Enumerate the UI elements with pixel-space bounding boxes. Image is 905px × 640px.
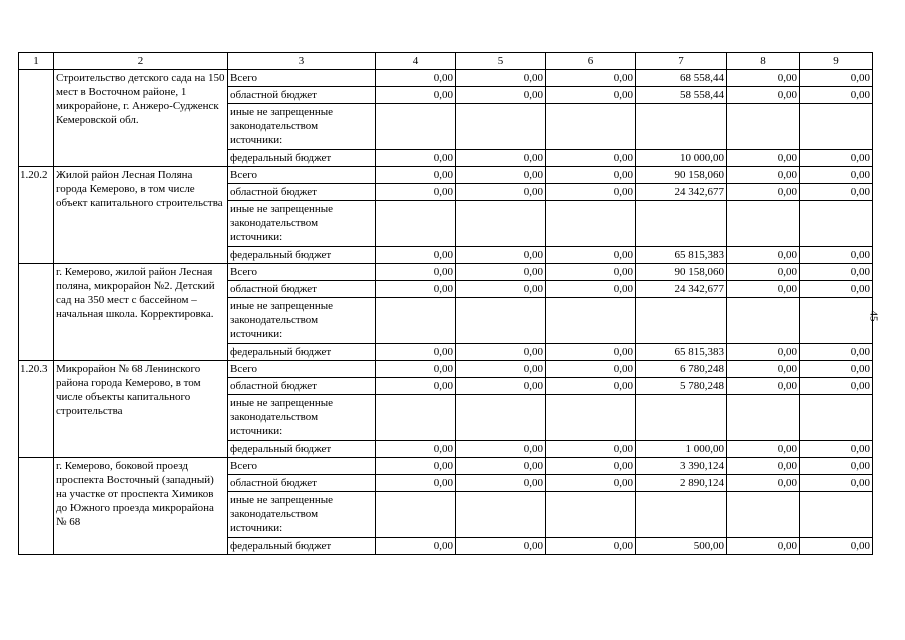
value-cell-col6: 0,00 (546, 184, 636, 201)
value-cell-col9: 0,00 (800, 167, 873, 184)
section-code (19, 264, 54, 361)
value-cell-col8: 0,00 (727, 458, 800, 475)
value-cell-col4: 0,00 (376, 87, 456, 104)
value-cell-col6: 0,00 (546, 150, 636, 167)
value-cell-col6: 0,00 (546, 538, 636, 555)
funding-source: Всего (228, 167, 376, 184)
table-row (19, 167, 873, 184)
value-cell-col9: 0,00 (800, 475, 873, 492)
section-title: Микрорайон № 68 Ленинского района города Кемерово, в том числе объекты капитального строительства (54, 361, 228, 458)
value-cell-col6: 0,00 (546, 87, 636, 104)
value-cell-col6: 0,00 (546, 70, 636, 87)
value-cell-col6 (546, 201, 636, 247)
value-cell-col6 (546, 492, 636, 538)
section-title: Строительство детского сада на 150 мест в Восточном районе, 1 микрорайоне, г. Анжеро-Судженск Кемеровской обл. (54, 70, 228, 167)
value-cell-col7 (636, 492, 727, 538)
value-cell-col4: 0,00 (376, 184, 456, 201)
value-cell-col5: 0,00 (456, 150, 546, 167)
funding-source: Всего (228, 361, 376, 378)
value-cell-col6: 0,00 (546, 475, 636, 492)
table-row (19, 70, 873, 87)
funding-source: иные не запрещенные законодательством источники: (228, 104, 376, 150)
value-cell-col5: 0,00 (456, 184, 546, 201)
funding-source: Всего (228, 264, 376, 281)
value-cell-col8: 0,00 (727, 475, 800, 492)
value-cell-col4: 0,00 (376, 458, 456, 475)
value-cell-col5 (456, 201, 546, 247)
funding-source: иные не запрещенные законодательством источники: (228, 395, 376, 441)
value-cell-col5: 0,00 (456, 247, 546, 264)
value-cell-col7: 90 158,060 (636, 264, 727, 281)
value-cell-col9: 0,00 (800, 150, 873, 167)
funding-source: иные не запрещенные законодательством источники: (228, 298, 376, 344)
funding-source: Всего (228, 70, 376, 87)
value-cell-col4: 0,00 (376, 150, 456, 167)
value-cell-col9 (800, 104, 873, 150)
funding-source: федеральный бюджет (228, 150, 376, 167)
value-cell-col8: 0,00 (727, 378, 800, 395)
value-cell-col7: 500,00 (636, 538, 727, 555)
value-cell-col9: 0,00 (800, 378, 873, 395)
value-cell-col8: 0,00 (727, 441, 800, 458)
value-cell-col7: 6 780,248 (636, 361, 727, 378)
funding-source: областной бюджет (228, 281, 376, 298)
section-code (19, 458, 54, 555)
value-cell-col9: 0,00 (800, 184, 873, 201)
value-cell-col7: 5 780,248 (636, 378, 727, 395)
col-header-4: 4 (376, 53, 456, 70)
section-title: Жилой район Лесная Поляна города Кемерово, в том числе объект капитального строительства (54, 167, 228, 264)
value-cell-col9: 0,00 (800, 344, 873, 361)
value-cell-col5: 0,00 (456, 281, 546, 298)
value-cell-col4: 0,00 (376, 281, 456, 298)
section-code (19, 70, 54, 167)
value-cell-col7: 65 815,383 (636, 344, 727, 361)
col-header-7: 7 (636, 53, 727, 70)
value-cell-col4: 0,00 (376, 344, 456, 361)
value-cell-col9: 0,00 (800, 70, 873, 87)
value-cell-col9: 0,00 (800, 281, 873, 298)
col-header-5: 5 (456, 53, 546, 70)
value-cell-col7: 65 815,383 (636, 247, 727, 264)
value-cell-col4 (376, 104, 456, 150)
value-cell-col8 (727, 395, 800, 441)
funding-source: областной бюджет (228, 475, 376, 492)
value-cell-col5: 0,00 (456, 538, 546, 555)
value-cell-col6: 0,00 (546, 361, 636, 378)
value-cell-col6: 0,00 (546, 264, 636, 281)
section-code: 1.20.3 (19, 361, 54, 458)
value-cell-col6: 0,00 (546, 441, 636, 458)
value-cell-col8: 0,00 (727, 538, 800, 555)
value-cell-col4: 0,00 (376, 475, 456, 492)
funding-source: федеральный бюджет (228, 538, 376, 555)
value-cell-col6: 0,00 (546, 378, 636, 395)
value-cell-col7: 10 000,00 (636, 150, 727, 167)
value-cell-col5: 0,00 (456, 475, 546, 492)
value-cell-col6: 0,00 (546, 344, 636, 361)
value-cell-col8: 0,00 (727, 281, 800, 298)
value-cell-col5 (456, 492, 546, 538)
funding-source: областной бюджет (228, 184, 376, 201)
value-cell-col4: 0,00 (376, 538, 456, 555)
table-row (19, 458, 873, 475)
value-cell-col7: 24 342,677 (636, 281, 727, 298)
value-cell-col4: 0,00 (376, 70, 456, 87)
value-cell-col8: 0,00 (727, 87, 800, 104)
value-cell-col4: 0,00 (376, 441, 456, 458)
value-cell-col8: 0,00 (727, 247, 800, 264)
value-cell-col4: 0,00 (376, 247, 456, 264)
value-cell-col5: 0,00 (456, 441, 546, 458)
value-cell-col5 (456, 395, 546, 441)
funding-source: областной бюджет (228, 87, 376, 104)
value-cell-col7: 58 558,44 (636, 87, 727, 104)
value-cell-col8 (727, 492, 800, 538)
budget-table (18, 52, 873, 555)
funding-source: иные не запрещенные законодательством источники: (228, 201, 376, 247)
value-cell-col8 (727, 298, 800, 344)
value-cell-col7: 24 342,677 (636, 184, 727, 201)
funding-source: федеральный бюджет (228, 441, 376, 458)
value-cell-col5: 0,00 (456, 167, 546, 184)
value-cell-col4 (376, 201, 456, 247)
col-header-6: 6 (546, 53, 636, 70)
value-cell-col9: 0,00 (800, 441, 873, 458)
value-cell-col7: 2 890,124 (636, 475, 727, 492)
value-cell-col5: 0,00 (456, 87, 546, 104)
funding-source: иные не запрещенные законодательством источники: (228, 492, 376, 538)
value-cell-col9: 0,00 (800, 361, 873, 378)
col-header-1: 1 (19, 53, 54, 70)
value-cell-col8 (727, 104, 800, 150)
value-cell-col9: 0,00 (800, 247, 873, 264)
table-row (19, 264, 873, 281)
value-cell-col6 (546, 395, 636, 441)
value-cell-col7: 90 158,060 (636, 167, 727, 184)
value-cell-col5: 0,00 (456, 361, 546, 378)
value-cell-col7 (636, 201, 727, 247)
value-cell-col5 (456, 298, 546, 344)
value-cell-col9 (800, 492, 873, 538)
value-cell-col7: 68 558,44 (636, 70, 727, 87)
col-header-9: 9 (800, 53, 873, 70)
value-cell-col9: 0,00 (800, 458, 873, 475)
value-cell-col5: 0,00 (456, 70, 546, 87)
value-cell-col9: 0,00 (800, 264, 873, 281)
value-cell-col4 (376, 298, 456, 344)
value-cell-col8: 0,00 (727, 361, 800, 378)
value-cell-col9 (800, 201, 873, 247)
value-cell-col6: 0,00 (546, 247, 636, 264)
value-cell-col8: 0,00 (727, 264, 800, 281)
funding-source: областной бюджет (228, 378, 376, 395)
value-cell-col7: 3 390,124 (636, 458, 727, 475)
value-cell-col7: 1 000,00 (636, 441, 727, 458)
section-code: 1.20.2 (19, 167, 54, 264)
value-cell-col6: 0,00 (546, 167, 636, 184)
value-cell-col5 (456, 104, 546, 150)
section-title: г. Кемерово, жилой район Лесная поляна, микрорайон №2. Детский сад на 350 мест с бассейном – начальная школа. Корректировка. (54, 264, 228, 361)
value-cell-col6: 0,00 (546, 281, 636, 298)
value-cell-col5: 0,00 (456, 264, 546, 281)
value-cell-col6: 0,00 (546, 458, 636, 475)
value-cell-col8: 0,00 (727, 167, 800, 184)
col-header-2: 2 (54, 53, 228, 70)
section-title: г. Кемерово, боковой проезд проспекта Восточный (западный) на участке от проспекта Химиков до Южного проезда микрорайона № 68 (54, 458, 228, 555)
value-cell-col9: 0,00 (800, 87, 873, 104)
value-cell-col5: 0,00 (456, 344, 546, 361)
funding-source: Всего (228, 458, 376, 475)
value-cell-col9 (800, 395, 873, 441)
value-cell-col6 (546, 298, 636, 344)
value-cell-col9 (800, 298, 873, 344)
value-cell-col4: 0,00 (376, 361, 456, 378)
value-cell-col4 (376, 492, 456, 538)
value-cell-col7 (636, 298, 727, 344)
table-body (19, 53, 873, 555)
value-cell-col8: 0,00 (727, 184, 800, 201)
page-number: 45 (867, 310, 880, 322)
value-cell-col8 (727, 201, 800, 247)
value-cell-col4: 0,00 (376, 167, 456, 184)
value-cell-col5: 0,00 (456, 458, 546, 475)
value-cell-col4: 0,00 (376, 378, 456, 395)
col-header-8: 8 (727, 53, 800, 70)
funding-source: федеральный бюджет (228, 344, 376, 361)
value-cell-col7 (636, 104, 727, 150)
value-cell-col6 (546, 104, 636, 150)
value-cell-col4: 0,00 (376, 264, 456, 281)
col-header-3: 3 (228, 53, 376, 70)
funding-source: федеральный бюджет (228, 247, 376, 264)
value-cell-col8: 0,00 (727, 70, 800, 87)
value-cell-col5: 0,00 (456, 378, 546, 395)
value-cell-col8: 0,00 (727, 150, 800, 167)
header-row (19, 53, 873, 70)
table-row (19, 361, 873, 378)
value-cell-col9: 0,00 (800, 538, 873, 555)
value-cell-col4 (376, 395, 456, 441)
value-cell-col7 (636, 395, 727, 441)
value-cell-col8: 0,00 (727, 344, 800, 361)
